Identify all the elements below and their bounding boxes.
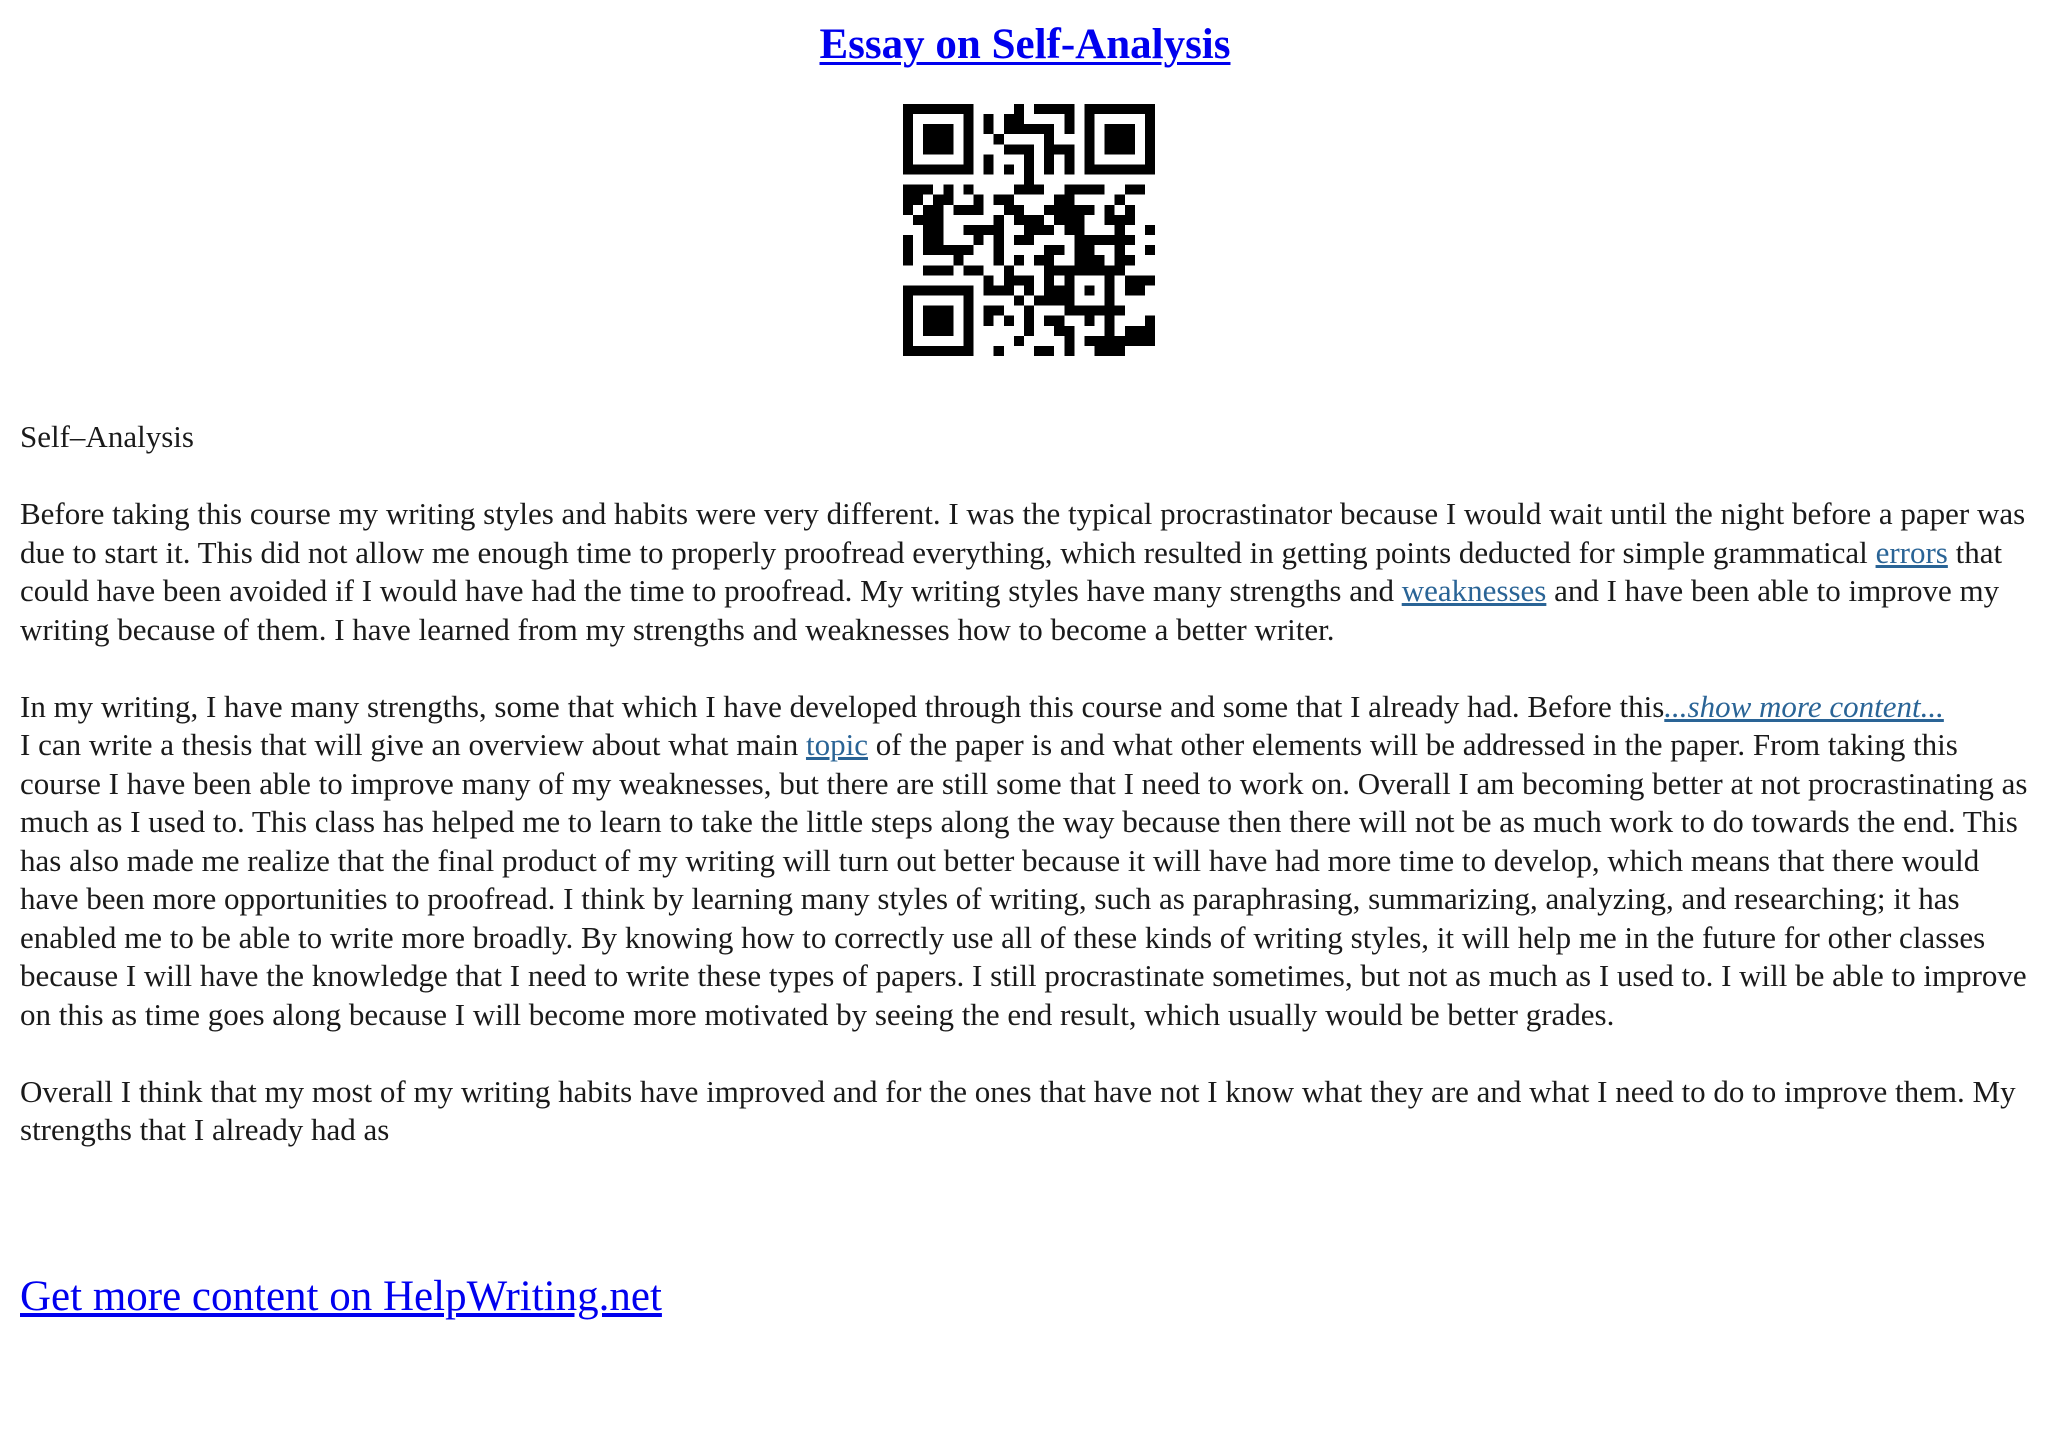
keyword-link-errors[interactable]: errors — [1875, 534, 1948, 570]
paragraph-3: I can write a thesis that will give an overview about what main topic of the paper is and what other elements will be addressed in the paper. From taking this course I have been able to improve many of my weaknesses, but there are still some that I need to work on. Overall I am becoming better at not procrastinating as much as I used to. This class has helped me to learn to take the little steps along the way because then there will not be as much work to do towards the end. This has also made me realize that the final product of my writing will turn out better because it will have had more time to develop, which means that there would have been more opportunities to proofread. I think by learning many styles of writing, such as paraphrasing, summarizing, analyzing, and researching; it has enabled me to be able to write more broadly. By knowing how to correctly use all of these kinds of writing styles, it will help me in the future for other classes because I will have the knowledge that I need to write these types of papers. I still procrastinate sometimes, but not as much as I used to. I will be able to improve on this as time goes along because I will become more motivated by seeing the end result, which usually would be better grades. — [20, 727, 2028, 1032]
page-title — [20, 0, 2030, 72]
show-more-link[interactable]: ...show more content... — [1664, 688, 1944, 724]
paragraph-4: Overall I think that my most of my writing habits have improved and for the ones that have not I know what they are and what I need to do to improve them. My strengths that I already had as — [20, 1073, 2016, 1147]
essay-body — [20, 418, 2030, 1188]
paragraph-2: In my writing, I have many strengths, some that which I have developed through this course and some that I already had. Before this...show more content... — [20, 688, 1944, 724]
helpwriting-link[interactable]: Get more content on HelpWriting.net — [20, 1273, 662, 1320]
essay-heading: Self–Analysis — [20, 419, 194, 454]
title-link[interactable]: Essay on Self-Analysis — [819, 21, 1231, 68]
keyword-link-weaknesses[interactable]: weaknesses — [1401, 573, 1547, 608]
footer — [20, 1270, 662, 1324]
qr-code-icon — [903, 104, 1155, 356]
paragraph-1: Before taking this course my writing styles and habits were very different. I was the typical procrastinator because I would wait until the night before a paper was due to start it. This did not allow me enough time to properly proofread everything, which resulted in getting points deducted for simple grammatical errors that could have been avoided if I would have had the time to proofread. My writing styles have many strengths and weaknesses and I have been able to improve my writing because of them. I have learned from my strengths and weaknesses how to become a better writer. — [20, 496, 2026, 647]
document-page — [20, 0, 2030, 1320]
keyword-link-topic[interactable]: topic — [805, 727, 868, 762]
